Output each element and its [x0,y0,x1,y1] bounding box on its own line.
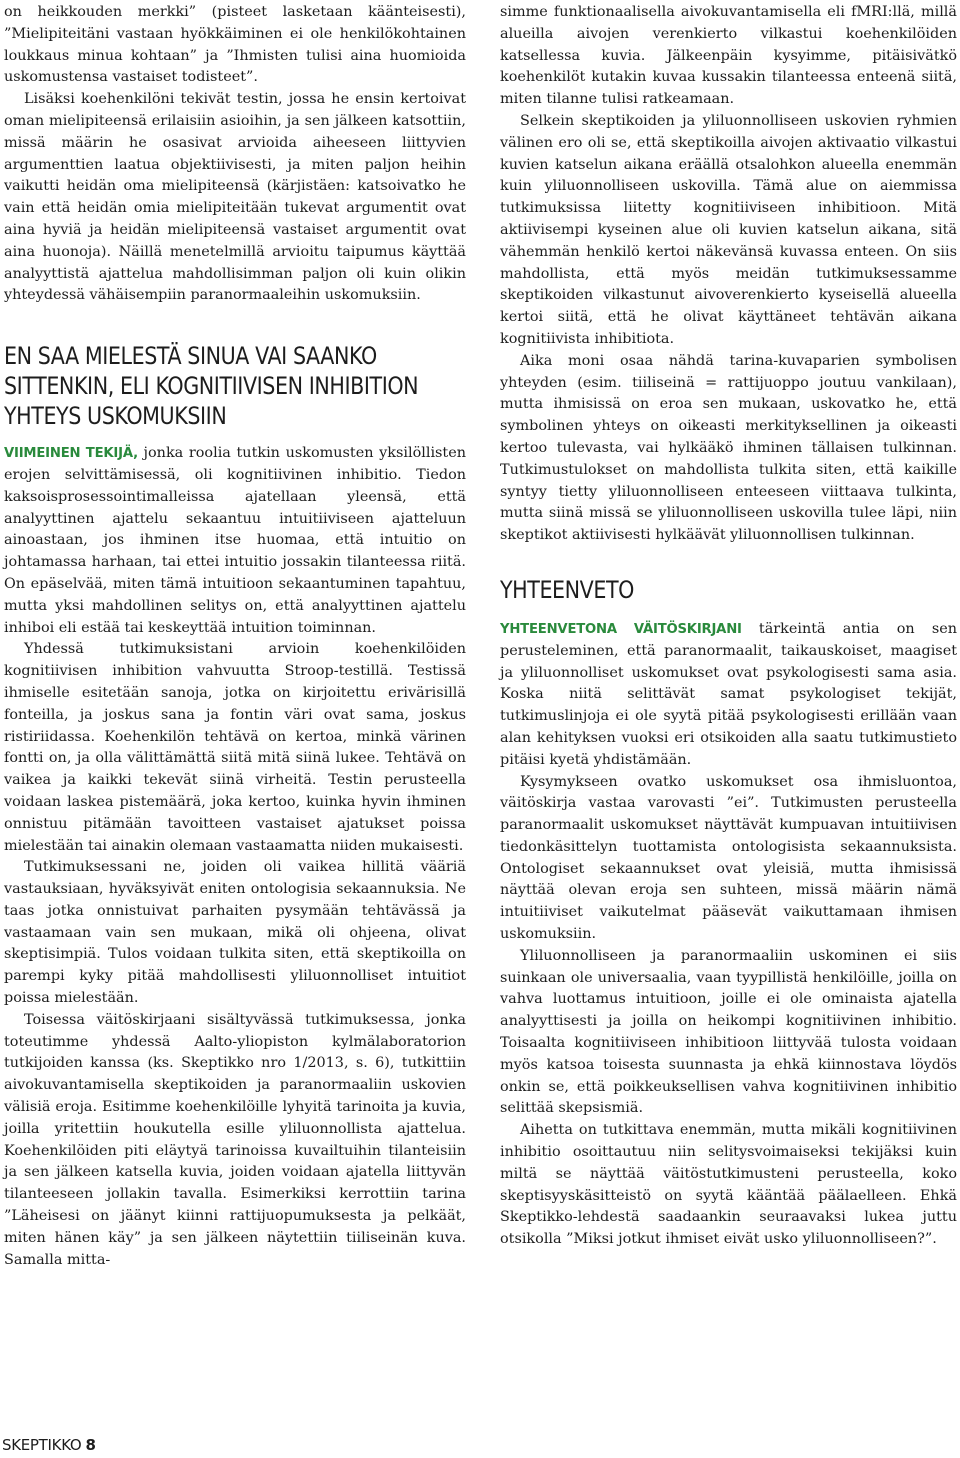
paragraph: on heikkouden merkki” (pisteet lasketaan käänteisesti), ”Mielipiteitäni vastaan hyökkäiminen ei ole henkilökohtainen loukkaus minua kohtaan” ja ”Ihmisten tulisi aina huomioida uskomustensa vastaiset todisteet”. [4,4,466,86]
paragraph: Lisäksi koehenkilöni tekivät testin, jossa he ensin kertoivat oman mielipiteensä erilaisiin asioihin, ja sen jälkeen katsottiin, missä määrin he osasivat arvioida aiheeseen liittyvien argumenttien laatua objektiivisesti, ja miten paljon heihin vaikutti heidän oma mielipiteensä (kärjistäen: katsoivatko he vain että heidän omia mielipiteitään tukevat argumentit ovat aina hyviä ja heidän mielipiteensä vastaiset argumentit ovat aina huonoja). Näillä menetelmillä arvioitu taipumus käyttää analyyttistä ajattelua mahdollisimman paljon oli kuin olikin yhteydessä vähäisempiin paranormaaleihin uskomuksiin. [4,91,466,304]
paragraph [500,619,957,772]
right-column [500,2,957,1251]
paragraph: Yhdessä tutkimuksistani arvioin koehenkilöiden kognitiivisen inhibition vahvuutta Stroop-testillä. Testissä ihmiselle esitetään sanoja, jotka on kirjoitettu erivärisillä fonteilla, ja joskus sana ja fontin väri ovat sama, joskus ristiriidassa. Koehenkilön tehtävä on kertoa, minkä värinen fontti on, ja olla välittämättä siitä mitä siinä lukee. Tehtävä on vaikea ja kaikki tekevät siinä virheitä. Testin perusteella voidaan laskea pistemäärä, joka kertoo, kuinka hyvin ihminen onnistuu pitämään tavoitteen vastaiset ajatukset poissa mielestään tai ainakin olemaan vastaamatta niiden mukaisesti. [4,641,466,854]
left-column [4,2,466,1271]
paragraph: Tutkimuksessani ne, joiden oli vaikea hillitä vääriä vastauksiaan, hyväksyivät eniten ontologisia sekaannuksia. Ne taas jotka onnistuivat parhaiten pysymään tehtävässä ja vastaamaan vain sen mukaan, mikä oli ohjeena, olivat skeptisimpiä. Tulos voidaan tulkita siten, että skeptikoilla on parempi kyky pitää mahdollisesti yliluonnolliset intuitiot poissa mielestään. [4,859,466,1007]
paragraph: simme funktionaalisella aivokuvantamisella eli fMRI:llä, millä alueilla aivojen verenkierto vilkastui koehenkilöiden katsellessa kuvia. Jälkeenpäin kysyimme, pitäisivätkö koehenkilöt kutakin kuvaa kussakin tilanteessa enteenä siitä, miten tilanne tulisi ratkeamaan. [500,4,957,108]
paragraph: Yliluonnolliseen ja paranormaaliin uskominen ei siis suinkaan ole universaalia, vaan tyypillistä henkilöille, joilla on vahva luottamus intuitioon, joille ei ole ominaista ajatella analyyttisesti ja joilla on heikompi kognitiivinen inhibitio. Toisaalta kognitiiviseen inhibitioon liittyvää tulosta voidaan myös katsoa toisesta suunnasta ja ehkä kiinnostava löydös onkin se, että poikkeuksellisen vahva kognitiivinen inhibitio selittää skepsismiä. [500,947,957,1117]
section-heading: EN SAA MIELESTÄ SINUA VAI SAANKO SITTENKIN, ELI KOGNITIIVISEN INHIBITION YHTEYS USKOMUKSIIN [4,342,419,431]
paragraph: Kysymykseen ovatko uskomukset osa ihmisluontoa, väitöskirja vastaa varovasti ”ei”. Tutkimusten perusteella paranormaalit uskomukset näyttävät kumpuavan intuitiivisen tiedonkäsittelyn tuottamista ontologisista sekaannuksista. Ontologiset sekaannukset ovat yleisiä, mutta ihmisissä näyttää olevan eroja sen suhteen, missä määrin nämä intuitiiviset vaikutelmat pääsevät vaikuttamaan ihmisen uskomuksiin. [500,773,957,943]
paragraph: Toisessa väitöskirjaani sisältyvässä tutkimuksessa, jonka toteutimme yhdessä Aalto-yliopiston kylmälaboratorion tutkijoiden kanssa (ks. Skeptikko nro 1/2013, s. 6), tutkittiin aivokuvantamisella skeptikoiden ja paranormaaliin uskovien välisiä eroja. Esitimme koehenkilöille lyhyitä tarinoita ja kuvia, joilla yritettiin houkutella esille yliluonnollista ajattelua. Koehenkilöiden piti eläytyä tarinoissa kuvailtuihin tilanteisiin ja sen jälkeen katsella kuvia, joiden voidaan ajatella liittyvän tilanteeseen jollakin tavalla. Esimerkiksi kerrottiin tarina ”Läheisesi on jäänyt kiinni rattijuopumuksesta ja pelkäät, miten hänen käy” ja sen jälkeen näytettiin tiiliseinän kuva. Samalla mitta- [4,1011,466,1268]
section-heading: YHTEENVETO [500,575,634,604]
paragraph-text: tärkeintä antia on sen perusteleminen, että paranormaalit, taikauskoiset, maagiset ja yliluonnolliset uskomukset ovat psykologisesti sama asia. Koska niitä selittävät samat psykologiset tekijät, tutkimuslinjoja ei ole syytä pitää psykologisesti erillään vaan alan kehityksen vuoksi eri otsikoiden alla saatu tutkimustieto pitäisi kyetä yhdistämään. [500,620,957,768]
page-footer [2,1435,96,1455]
paragraph [4,443,466,639]
paragraph-text: jonka roolia tutkin uskomusten yksilöllisten erojen selvittämisessä, oli kognitiivinen inhibitio. Tiedon kaksoisprosessointimalleissa ajatellaan yleensä, että analyyttinen ajattelu sekaantuu intuitiiviseen ajatteluun ainoastaan, jos ihminen itse huomaa, että intuitio on johtamassa harhaan, tai ettei intuitio jossakin tilanteessa riitä. On epäselvää, miten tämä intuitioon sekaantuminen tapahtuu, mutta yksi mahdollinen selitys on, että analyyttinen ajattelu inhiboi eli estää tai keskeyttää intuition toiminnan. [4,445,466,636]
paragraph: Aihetta on tutkittava enemmän, mutta mikäli kognitiivinen inhibitio osoittautuu niin selitysvoimaiseksi tekijäksi kuin miltä se näyttää väitöstutkimusteni perusteella, koko skeptisyyskäsitteistö on syytä kääntää päälaelleen. Ehkä Skeptikko-lehdestä saadaankin seuraavaksi lukea juttu otsikolla ”Miksi jotkut ihmiset eivät usko yliluonnolliseen?”. [500,1122,957,1248]
paragraph: Aika moni osaa nähdä tarina-kuvaparien symbolisen yhteyden (esim. tiiliseinä = rattijuoppo joutuu vankilaan), mutta ihmisissä on eroa sen mukaan, uskovatko he, että symbolinen yhteys on oikeasti merkityksellinen ja oikeasti kertoo tulevasta, vai hylkääkö ihminen tällaisen tulkinnan. Tutkimustulokset on mahdollista tulkita siten, että kaikille syntyy tietty yliluonnolliseen enteeseen viittaava tulkinta, mutta siinä missä se yliluonnolliseen uskovilla tulee läpi, niin skeptikot aktiivisesti hylkäävät yliluonnollisen tulkinnan. [500,352,957,544]
page-number: 8 [85,1436,96,1454]
lead-in-text: YHTEENVETONA VÄITÖSKIRJANI [500,621,742,637]
magazine-name: SKEPTIKKO [2,1436,82,1454]
lead-in-text: VIIMEINEN TEKIJÄ, [4,446,138,462]
paragraph: Selkein skeptikoiden ja yliluonnolliseen uskovien ryhmien välinen ero oli se, että skeptikoilla aivojen aktivaatio vilkastui kuvien katselun aikana eräällä otsalohkon alueella enemmän kuin yliluonnolliseen uskovilla. Tämä alue on aiemmissa tutkimuksissa liitetty kognitiiviseen inhibitioon. Mitä aktiivisempi kyseinen alue oli kuvien katselun aikana, sitä vähemmän henkilö kertoi näkevänsä kuvassa enteen. On siis mahdollista, että myös meidän tutkimuksessamme skeptikoiden vilkastunut aivoverenkierto kyseisellä alueella kertoi siitä, että he olivat käyttäneet tehtävän aikana kognitiivista inhibitiota. [500,112,957,347]
